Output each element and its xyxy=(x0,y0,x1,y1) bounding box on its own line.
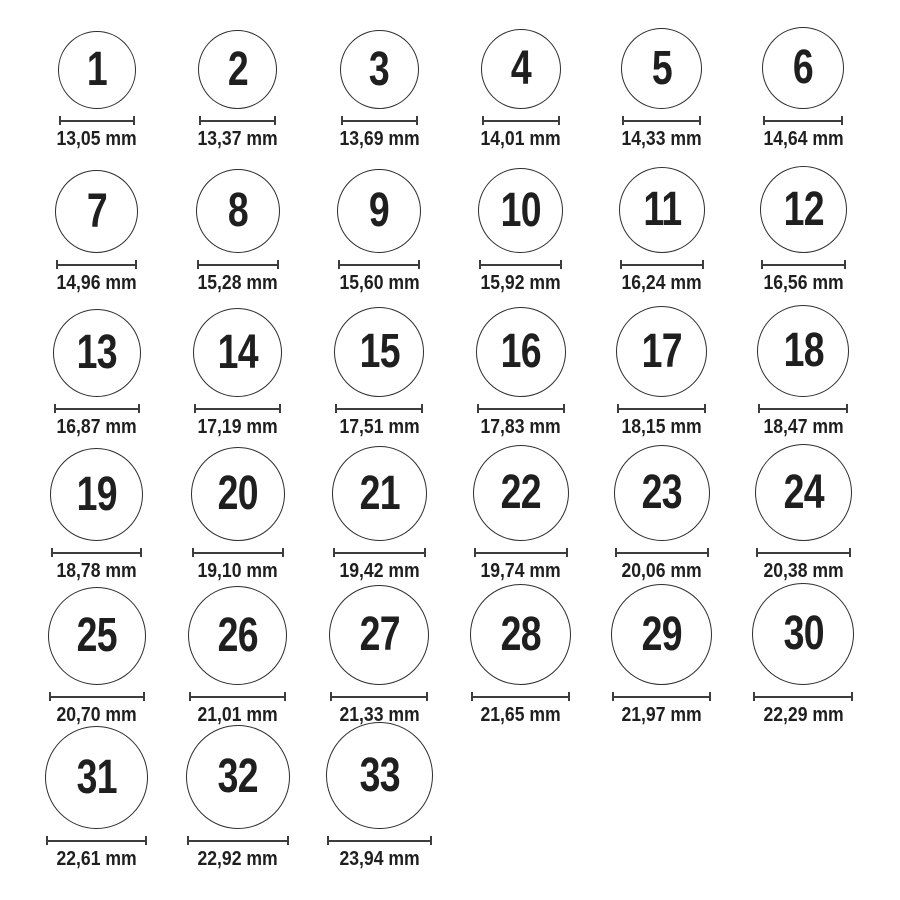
ring-size-cell xyxy=(450,438,591,582)
ring-size-cell xyxy=(733,6,874,150)
ring-circle xyxy=(476,307,566,397)
ring-circle xyxy=(611,584,712,685)
diameter-label: 13,05 mm xyxy=(56,128,137,150)
diameter-ruler xyxy=(756,548,851,557)
diameter-ruler xyxy=(479,260,562,269)
ring-circle xyxy=(340,30,419,109)
diameter-label: 21,01 mm xyxy=(197,704,279,726)
ring-circle xyxy=(55,170,138,253)
ring-size-cell xyxy=(309,438,450,582)
diameter-ruler xyxy=(56,260,137,269)
ring-circle xyxy=(337,169,421,253)
diameter-ruler xyxy=(615,548,709,557)
ring-size-number: 1 xyxy=(86,43,107,96)
ring-size-cell xyxy=(26,582,167,726)
diameter-ruler xyxy=(620,260,704,269)
ring-size-number: 2 xyxy=(227,42,249,96)
ring-size-number: 6 xyxy=(793,41,814,94)
ring-circle xyxy=(48,587,146,685)
ring-size-number: 3 xyxy=(369,42,390,96)
diameter-ruler xyxy=(54,404,140,413)
ring-size-cell xyxy=(309,6,450,150)
diameter-label: 17,19 mm xyxy=(197,416,279,438)
ring-circle xyxy=(757,305,849,397)
ring-circle xyxy=(752,583,854,685)
diameter-ruler xyxy=(612,692,711,701)
diameter-ruler xyxy=(330,692,428,701)
ring-size-cell xyxy=(450,6,591,150)
ring-circle xyxy=(481,29,561,109)
ring-size-cell xyxy=(167,582,308,726)
diameter-label: 14,64 mm xyxy=(763,128,844,150)
diameter-ruler xyxy=(199,116,276,125)
diameter-ruler xyxy=(758,404,848,413)
diameter-label: 16,56 mm xyxy=(763,272,844,294)
diameter-label: 16,24 mm xyxy=(621,272,703,294)
diameter-label: 18,15 mm xyxy=(621,416,703,438)
ring-circle xyxy=(760,166,847,253)
diameter-ruler xyxy=(335,404,423,413)
ring-size-number: 20 xyxy=(217,467,259,520)
diameter-ruler xyxy=(482,116,560,125)
ring-size-cell xyxy=(167,726,308,870)
diameter-label: 15,28 mm xyxy=(197,272,279,294)
ring-size-cell xyxy=(591,438,732,582)
diameter-label: 20,70 mm xyxy=(56,704,137,726)
ring-circle xyxy=(196,169,280,253)
diameter-ruler xyxy=(474,548,568,557)
ring-size-number: 4 xyxy=(510,42,531,95)
diameter-ruler xyxy=(187,836,289,845)
diameter-ruler xyxy=(194,404,281,413)
diameter-label: 14,96 mm xyxy=(56,272,137,294)
ring-size-cell xyxy=(167,150,308,294)
ring-size-number: 23 xyxy=(641,466,683,519)
diameter-ruler xyxy=(753,692,853,701)
ring-circle xyxy=(326,722,433,829)
diameter-ruler xyxy=(341,116,418,125)
ring-size-number: 31 xyxy=(76,750,117,804)
ring-size-cell xyxy=(309,726,450,870)
diameter-ruler xyxy=(46,836,147,845)
ring-size-number: 22 xyxy=(500,466,541,519)
diameter-ruler xyxy=(622,116,701,125)
ring-size-number: 26 xyxy=(217,608,259,662)
diameter-label: 15,60 mm xyxy=(339,272,420,294)
ring-size-cell xyxy=(167,294,308,438)
ring-size-cell xyxy=(26,6,167,150)
diameter-ruler xyxy=(197,260,279,269)
ring-circle xyxy=(470,584,571,685)
ring-size-cell xyxy=(26,726,167,870)
diameter-label: 21,33 mm xyxy=(339,704,420,726)
ring-circle xyxy=(473,445,569,541)
ring-size-cell xyxy=(733,438,874,582)
ring-circle xyxy=(188,586,287,685)
ring-size-number: 15 xyxy=(359,325,400,378)
diameter-ruler xyxy=(327,836,432,845)
ring-size-number: 21 xyxy=(359,466,400,520)
diameter-ruler xyxy=(192,548,284,557)
ring-circle xyxy=(478,168,563,253)
ring-size-number: 25 xyxy=(76,609,117,662)
ring-circle xyxy=(58,31,136,109)
ring-size-cell xyxy=(26,294,167,438)
ring-size-number: 11 xyxy=(642,183,681,236)
diameter-label: 13,69 mm xyxy=(339,128,420,150)
diameter-label: 21,65 mm xyxy=(480,704,561,726)
ring-circle xyxy=(198,30,277,109)
ring-circle xyxy=(53,309,141,397)
diameter-label: 17,83 mm xyxy=(480,416,561,438)
ring-size-cell xyxy=(167,6,308,150)
ring-size-cell xyxy=(733,294,874,438)
diameter-label: 20,06 mm xyxy=(621,560,703,582)
diameter-label: 19,10 mm xyxy=(197,560,279,582)
ring-size-number: 13 xyxy=(76,326,117,379)
ring-size-number: 14 xyxy=(217,325,259,379)
ring-size-cell xyxy=(591,294,732,438)
ring-size-cell xyxy=(591,150,732,294)
diameter-label: 21,97 mm xyxy=(621,704,703,726)
ring-size-cell xyxy=(591,6,732,150)
ring-circle xyxy=(755,444,852,541)
diameter-label: 14,33 mm xyxy=(621,128,703,150)
ring-size-cell xyxy=(309,150,450,294)
diameter-label: 23,94 mm xyxy=(339,848,420,870)
diameter-ruler xyxy=(471,692,570,701)
ring-size-number: 9 xyxy=(369,184,390,237)
diameter-label: 13,37 mm xyxy=(197,128,279,150)
diameter-label: 19,42 mm xyxy=(339,560,420,582)
ring-size-number: 16 xyxy=(500,325,541,378)
ring-size-number: 5 xyxy=(651,41,673,95)
diameter-ruler xyxy=(761,260,846,269)
diameter-ruler xyxy=(763,116,843,125)
ring-circle xyxy=(614,445,710,541)
ring-size-number: 33 xyxy=(359,748,400,802)
ring-size-number: 24 xyxy=(783,465,824,519)
ring-size-number: 10 xyxy=(500,183,541,237)
diameter-ruler xyxy=(617,404,706,413)
diameter-label: 19,74 mm xyxy=(480,560,561,582)
diameter-label: 20,38 mm xyxy=(763,560,844,582)
ring-size-number: 7 xyxy=(86,184,107,238)
ring-size-cell xyxy=(26,150,167,294)
ring-size-cell xyxy=(450,294,591,438)
diameter-label: 14,01 mm xyxy=(480,128,561,150)
diameter-ruler xyxy=(338,260,420,269)
ring-circle xyxy=(186,725,290,829)
ring-size-number: 12 xyxy=(783,182,824,236)
ring-size-cell xyxy=(591,582,732,726)
ring-circle xyxy=(334,307,424,397)
ring-size-number: 30 xyxy=(783,607,824,660)
ring-circle xyxy=(332,446,427,541)
ring-circle xyxy=(621,28,702,109)
ring-size-cell xyxy=(450,150,591,294)
diameter-label: 17,51 mm xyxy=(339,416,420,438)
ring-size-cell xyxy=(450,582,591,726)
ring-size-number: 29 xyxy=(641,607,683,661)
ring-size-number: 32 xyxy=(217,750,259,803)
diameter-label: 18,47 mm xyxy=(763,416,844,438)
diameter-ruler xyxy=(49,692,145,701)
ring-size-number: 8 xyxy=(227,184,249,237)
ring-size-number: 18 xyxy=(783,324,824,377)
ring-size-cell xyxy=(309,582,450,726)
ring-size-number: 19 xyxy=(76,467,117,521)
ring-size-number: 28 xyxy=(500,607,541,661)
ring-size-number: 17 xyxy=(641,324,683,378)
diameter-ruler xyxy=(189,692,286,701)
diameter-label: 22,92 mm xyxy=(197,848,279,870)
ring-size-cell xyxy=(733,582,874,726)
diameter-ruler xyxy=(59,116,135,125)
ring-size-cell xyxy=(309,294,450,438)
ring-circle xyxy=(193,308,282,397)
ring-size-cell xyxy=(733,150,874,294)
diameter-ruler xyxy=(477,404,565,413)
diameter-ruler xyxy=(51,548,142,557)
ring-circle xyxy=(45,726,148,829)
ring-circle xyxy=(50,448,143,541)
diameter-label: 22,29 mm xyxy=(763,704,844,726)
ring-circle xyxy=(762,27,844,109)
diameter-label: 16,87 mm xyxy=(56,416,137,438)
ring-size-cell xyxy=(167,438,308,582)
diameter-label: 22,61 mm xyxy=(56,848,137,870)
diameter-ruler xyxy=(333,548,426,557)
diameter-label: 15,92 mm xyxy=(480,272,561,294)
ring-size-number: 27 xyxy=(359,608,400,661)
ring-circle xyxy=(619,167,705,253)
ring-circle xyxy=(191,447,285,541)
ring-size-cell xyxy=(26,438,167,582)
ring-circle xyxy=(616,306,707,397)
diameter-label: 18,78 mm xyxy=(56,560,137,582)
ring-circle xyxy=(329,585,429,685)
